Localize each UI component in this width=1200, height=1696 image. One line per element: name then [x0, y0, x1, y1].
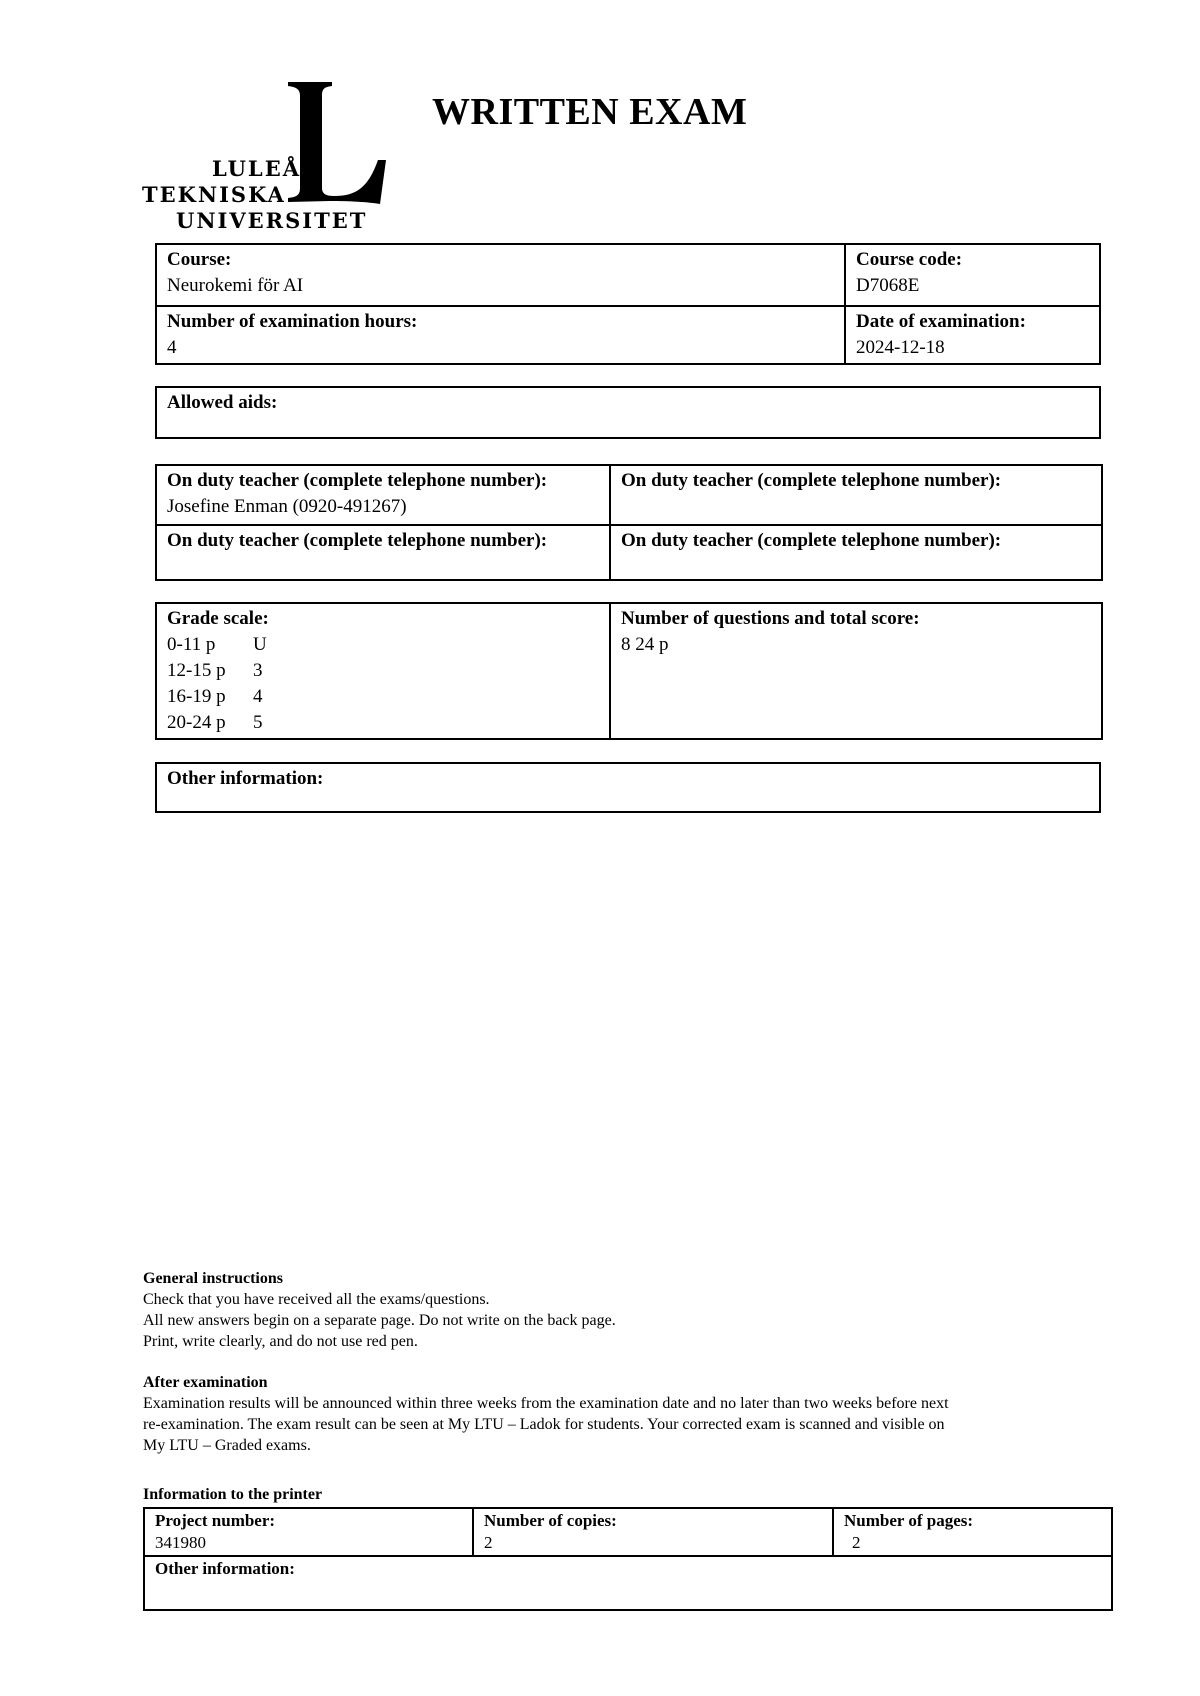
project-number-cell [144, 1508, 473, 1556]
after-examination [143, 1372, 1083, 1456]
exam-date-value: 2024-12-18 [856, 337, 945, 358]
course-code-cell [845, 244, 1100, 306]
duty-teacher-3-cell [156, 525, 610, 580]
duty-teacher-1-value: Josefine Enman (0920-491267) [167, 496, 407, 517]
allowed-aids-cell [156, 387, 1100, 438]
course-info-table [155, 243, 1101, 365]
printer-info-heading: Information to the printer [143, 1486, 323, 1503]
general-instructions [143, 1268, 1083, 1352]
course-value: Neurokemi för AI [167, 275, 304, 296]
duty-teacher-4-label: On duty teacher (complete telephone number): [621, 530, 1002, 551]
questions-score-cell [610, 603, 1102, 739]
exam-hours-cell [156, 306, 845, 364]
duty-teacher-1-cell [156, 465, 610, 525]
grade-row: 16-19 p 4 [167, 686, 263, 707]
grade-scale-table [155, 602, 1103, 740]
duty-teacher-1-label: On duty teacher (complete telephone number): [167, 470, 548, 491]
general-instruction-line: Print, write clearly, and do not use red pen. [143, 1333, 418, 1350]
grade-scale-cell [156, 603, 610, 739]
duty-teachers-table [155, 464, 1103, 581]
logo-text-tekniska: TEKNISKA [142, 182, 286, 207]
other-info-cell [156, 763, 1100, 812]
questions-score-label: Number of questions and total score: [621, 608, 920, 629]
course-cell [156, 244, 845, 306]
duty-teacher-3-label: On duty teacher (complete telephone number): [167, 530, 548, 551]
exam-hours-value: 4 [167, 337, 177, 358]
course-code-value: D7068E [856, 275, 920, 296]
general-instruction-line: Check that you have received all the exams/questions. [143, 1291, 490, 1308]
other-info-label: Other information: [167, 768, 324, 789]
course-code-label: Course code: [856, 249, 963, 270]
after-examination-heading: After examination [143, 1374, 268, 1391]
general-instructions-heading: General instructions [143, 1270, 283, 1287]
logo-text-universitet: UNIVERSITET [176, 208, 368, 233]
pages-label: Number of pages: [844, 1511, 974, 1530]
university-logo [140, 80, 410, 233]
exam-date-cell [845, 306, 1100, 364]
duty-teacher-2-cell [610, 465, 1102, 525]
printer-other-info-cell [144, 1556, 1112, 1610]
grade-scale-label: Grade scale: [167, 608, 269, 629]
logo-letter-l-icon [280, 80, 400, 210]
printer-other-info-label: Other information: [155, 1559, 295, 1578]
course-label: Course: [167, 249, 232, 270]
after-examination-line: My LTU – Graded exams. [143, 1437, 311, 1454]
allowed-aids-table [155, 386, 1101, 439]
questions-score-value: 8 24 p [621, 634, 669, 655]
exam-hours-label: Number of examination hours: [167, 311, 418, 332]
page-title: WRITTEN EXAM [432, 91, 748, 133]
exam-date-label: Date of examination: [856, 311, 1026, 332]
general-instruction-line: All new answers begin on a separate page. Do not write on the back page. [143, 1312, 616, 1329]
pages-cell [833, 1508, 1112, 1556]
grade-row: 0-11 p U [167, 634, 267, 655]
printer-info [143, 1484, 1083, 1505]
after-examination-line: Examination results will be announced within three weeks from the examination date and no later than two weeks before next [143, 1395, 949, 1412]
copies-label: Number of copies: [484, 1511, 617, 1530]
project-number-value: 341980 [155, 1533, 206, 1552]
logo-text-lulea: LULEÅ [212, 156, 301, 181]
duty-teacher-4-cell [610, 525, 1102, 580]
other-info-table [155, 762, 1101, 813]
pages-value: 2 [852, 1533, 861, 1552]
allowed-aids-label: Allowed aids: [167, 392, 278, 413]
grade-row: 20-24 p 5 [167, 712, 263, 733]
copies-cell [473, 1508, 833, 1556]
project-number-label: Project number: [155, 1511, 276, 1530]
duty-teacher-2-label: On duty teacher (complete telephone number): [621, 470, 1002, 491]
after-examination-line: re-examination. The exam result can be seen at My LTU – Ladok for students. Your corrected exam is scanned and visible on [143, 1416, 945, 1433]
grade-row: 12-15 p 3 [167, 660, 263, 681]
copies-value: 2 [484, 1533, 493, 1552]
printer-info-table [143, 1507, 1113, 1611]
